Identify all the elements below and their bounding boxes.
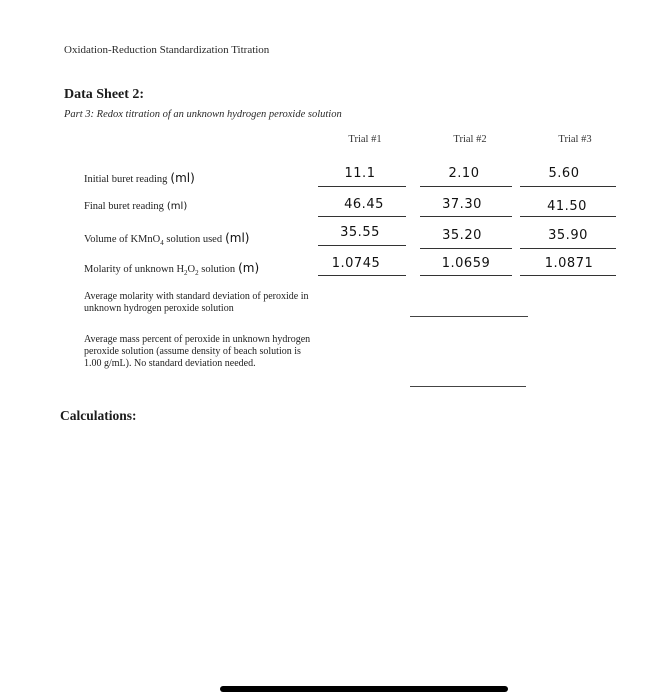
final-buret-label-text: Final buret reading [84,201,164,212]
average-mass-percent-label: Average mass percent of peroxide in unknown hydrogen peroxide solution (assume density of beach solution is 1.00 g/mL). No standard deviation needed. [84,334,311,369]
final-buret-label [84,201,187,212]
average-molarity-answer-line [410,316,528,317]
molarity-h2o2-unit: (m) [238,261,260,275]
volume-kmno4-label-post: solution used [163,234,223,245]
molarity-h2o2-label-post: solution [198,264,236,275]
underline [318,275,406,276]
molarity-h2o2-label-sub2: 2 [195,269,199,278]
underline [520,248,616,249]
molarity-h2o2-label-pre: Molarity of unknown H [84,264,185,275]
final-buret-trial-3: 41.50 [547,199,587,214]
molarity-h2o2-label-sub: 2 [184,269,188,278]
trial-1-header: Trial #1 [348,134,382,145]
volume-kmno4-trial-2: 35.20 [442,228,482,243]
underline [318,216,406,217]
part-title: Part 3: Redox titration of an unknown hydrogen peroxide solution [64,109,342,120]
average-molarity-label: Average molarity with standard deviation of peroxide in unknown hydrogen peroxide solution [84,291,309,314]
underline [318,186,406,187]
underline [420,248,512,249]
molarity-h2o2-label-mid: O [187,264,196,275]
calculations-heading: Calculations: [60,408,137,423]
underline [420,216,512,217]
molarity-h2o2-trial-3: 1.0871 [544,256,594,271]
document-title: Oxidation-Reduction Standardization Titration [64,44,270,56]
volume-kmno4-trial-3: 35.90 [548,228,588,243]
initial-buret-trial-3: 5.60 [548,166,580,181]
underline [318,245,406,246]
average-mass-percent-answer-line [410,386,526,387]
molarity-h2o2-label [84,261,259,277]
underline [520,216,616,217]
initial-buret-label-text: Initial buret reading [84,174,168,185]
trial-2-header: Trial #2 [453,134,487,145]
underline [520,186,616,187]
volume-kmno4-trial-1: 35.55 [340,225,380,240]
data-sheet-title: Data Sheet 2: [64,87,145,102]
volume-kmno4-label [84,231,249,247]
volume-kmno4-label-sub: 4 [160,239,164,248]
trial-3-header: Trial #3 [558,134,592,145]
home-indicator-bar[interactable] [220,686,508,692]
initial-buret-label [84,171,195,185]
underline [420,275,512,276]
final-buret-unit: (ml) [166,201,188,212]
volume-kmno4-unit: (ml) [225,231,250,245]
volume-kmno4-label-pre: Volume of KMnO [84,234,161,245]
underline [520,275,616,276]
molarity-h2o2-trial-1: 1.0745 [331,256,381,271]
initial-buret-trial-1: 11.1 [344,166,376,181]
initial-buret-trial-2: 2.10 [448,166,480,181]
final-buret-trial-2: 37.30 [442,197,482,212]
underline [420,186,512,187]
molarity-h2o2-trial-2: 1.0659 [441,256,491,271]
final-buret-trial-1: 46.45 [344,197,384,212]
initial-buret-unit: (ml) [170,171,195,185]
